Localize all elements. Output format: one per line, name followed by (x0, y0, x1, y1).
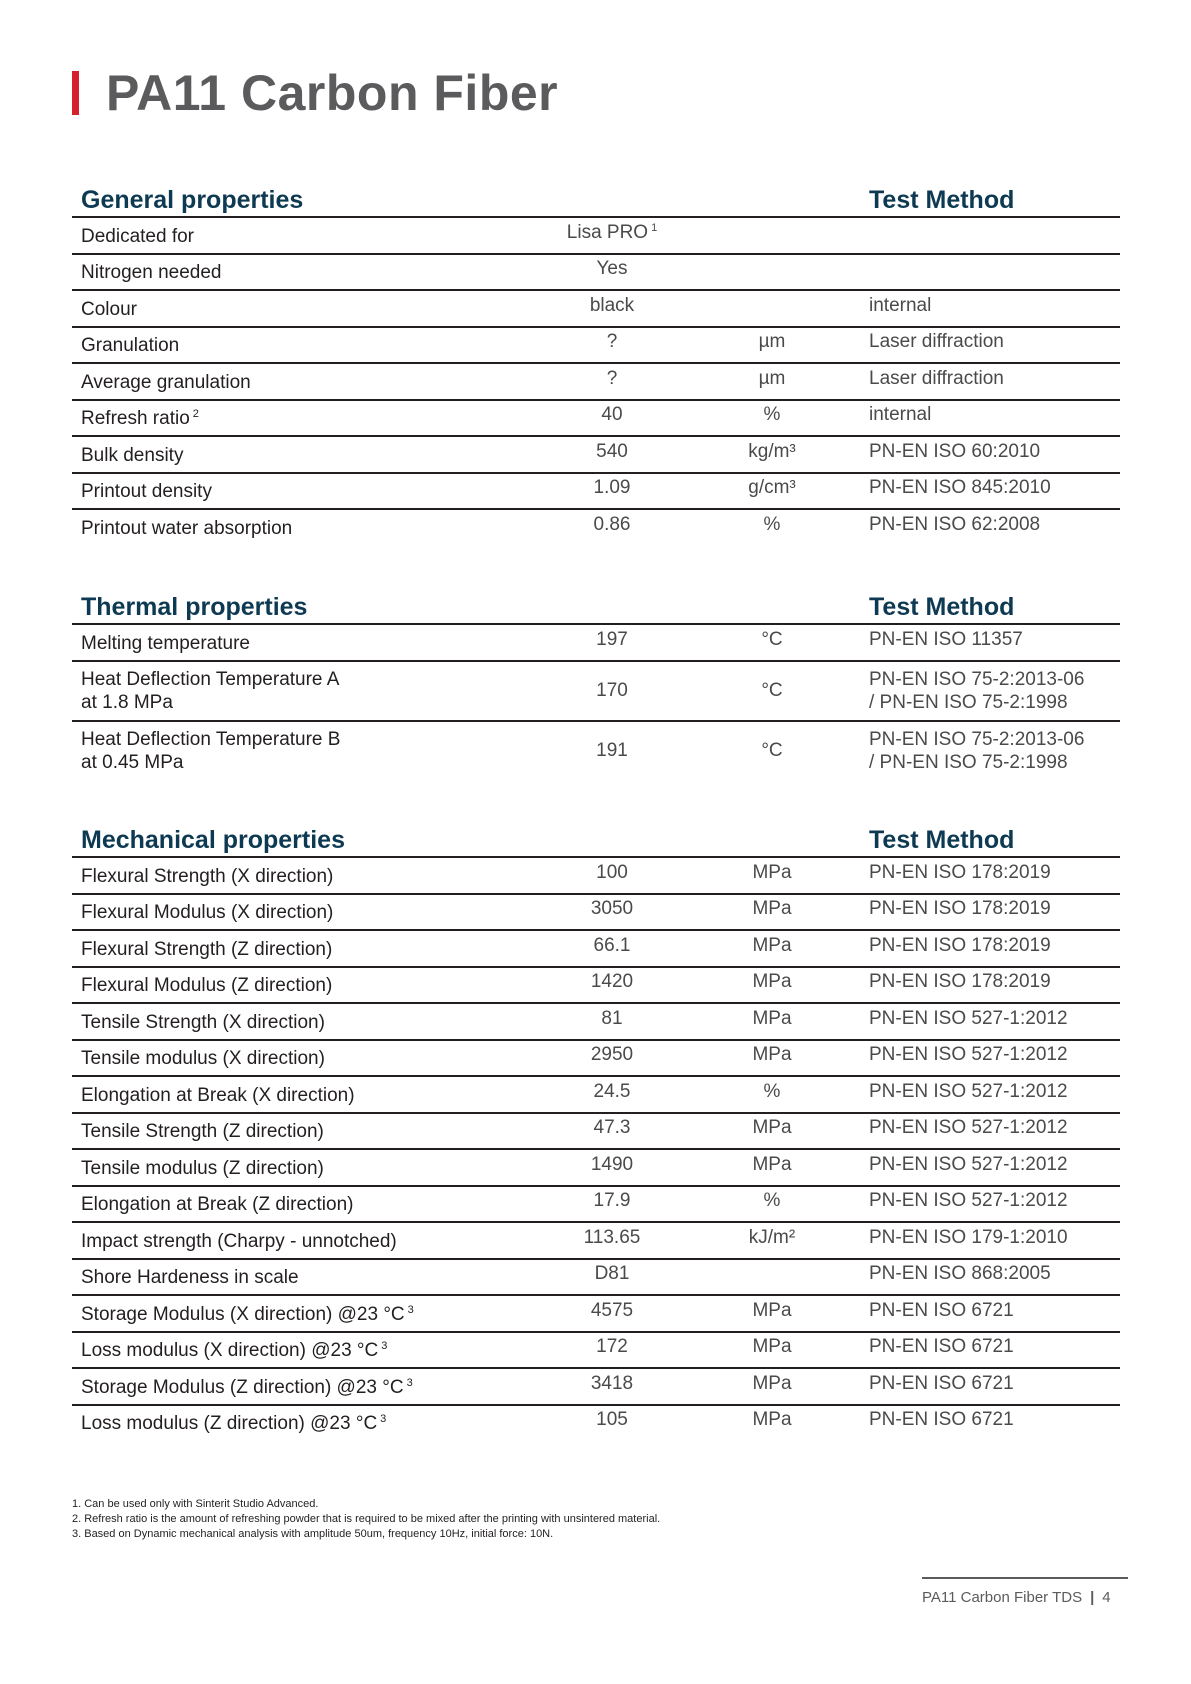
property-name: Printout density (81, 481, 212, 502)
footnote-ref: 1 (651, 221, 658, 234)
table-row (72, 1187, 1120, 1224)
property-name: Heat Deflection Temperature B at 0.45 MPa (81, 728, 341, 773)
property-name: Melting temperature (81, 632, 250, 654)
property-unit: % (763, 404, 781, 425)
property-value: 40 (601, 404, 623, 425)
table-row (72, 364, 1120, 401)
property-unit: MPa (752, 1007, 792, 1029)
property-name: Nitrogen needed (81, 262, 222, 283)
table-row (72, 968, 1120, 1005)
table-row (72, 1150, 1120, 1187)
property-value: ? (606, 331, 618, 352)
property-value: 2950 (590, 1044, 634, 1065)
property-name: Shore Hardeness in scale (81, 1267, 299, 1288)
table-row (72, 401, 1120, 438)
property-value: 191 (596, 739, 628, 761)
test-method-header: Test Method (869, 186, 1015, 214)
footnote-3: 3. Based on Dynamic mechanical analysis with amplitude 50um, frequency 10Hz, initial force: 10N. (72, 1528, 554, 1540)
property-unit: MPa (752, 934, 792, 956)
property-name: Printout water absorption (81, 517, 293, 539)
property-unit: MPa (752, 1299, 792, 1321)
test-method: PN-EN ISO 178:2019 (869, 934, 1051, 956)
test-method: PN-EN ISO 527-1:2012 (869, 1007, 1068, 1029)
test-method: PN-EN ISO 178:2019 (869, 898, 1051, 919)
property-name: Flexural Strength (Z direction) (81, 938, 333, 960)
property-unit: MPa (752, 1372, 792, 1394)
table-row (72, 1223, 1120, 1260)
property-name: Tensile modulus (Z direction) (81, 1157, 324, 1179)
test-method: PN-EN ISO 6721 (869, 1336, 1014, 1357)
test-method: PN-EN ISO 527-1:2012 (869, 1080, 1068, 1102)
property-unit: kg/m³ (748, 440, 796, 462)
test-method-header: Test Method (869, 826, 1015, 854)
footnotes (72, 1497, 660, 1542)
property-name: Storage Modulus (Z direction) @23 °C $^3$ (81, 1376, 413, 1398)
property-value: D81 (594, 1263, 630, 1284)
section-title: General properties (81, 186, 304, 214)
table-row (72, 858, 1120, 895)
section-header (72, 186, 1120, 218)
table-row (72, 1114, 1120, 1151)
property-name: Impact strength (Charpy - unnotched) (81, 1230, 397, 1252)
table-row (72, 437, 1120, 474)
property-name: Tensile Strength (Z direction) (81, 1121, 324, 1142)
footnote-ref: 3 (381, 1340, 388, 1352)
property-name: Colour (81, 298, 137, 320)
table-row (72, 722, 1120, 780)
property-name: Heat Deflection Temperature A at 1.8 MPa (81, 668, 340, 713)
table-row (72, 1004, 1120, 1041)
property-value: 17.9 (593, 1190, 631, 1211)
table-row (72, 1333, 1120, 1370)
test-method: PN-EN ISO 868:2005 (869, 1263, 1051, 1284)
property-value: 113.65 (583, 1226, 641, 1248)
property-unit: °C (761, 679, 783, 701)
property-value: 1.09 (593, 477, 631, 498)
table-row (72, 1369, 1120, 1406)
property-name: Flexural Strength (X direction) (81, 865, 334, 887)
table-row (72, 931, 1120, 968)
property-unit: µm (758, 331, 786, 352)
property-value: 24.5 (593, 1080, 631, 1102)
test-method: PN-EN ISO 179-1:2010 (869, 1226, 1068, 1248)
property-unit: MPa (752, 1409, 792, 1430)
footnote-1: 1. Can be used only with Sinterit Studio Advanced. (72, 1498, 319, 1510)
test-method: Laser diffraction (869, 367, 1004, 389)
property-name: Refresh ratio $^2$ (81, 408, 199, 429)
test-method: PN-EN ISO 527-1:2012 (869, 1117, 1068, 1138)
table-row (72, 1077, 1120, 1114)
property-value: 1490 (590, 1153, 634, 1175)
table-row (72, 255, 1120, 292)
property-name: Tensile modulus (X direction) (81, 1048, 325, 1069)
footer-separator: | (1090, 1589, 1095, 1606)
property-name: Elongation at Break (Z direction) (81, 1194, 354, 1215)
property-value: Lisa PRO $^1$ (566, 221, 658, 243)
footnote-ref: 2 (192, 408, 199, 420)
test-method-header: Test Method (869, 593, 1015, 621)
table-row (72, 328, 1120, 365)
section-header (72, 593, 1120, 625)
property-unit: MPa (752, 1117, 792, 1138)
section-header (72, 826, 1120, 858)
footnote-ref: 3 (406, 1376, 413, 1389)
property-name: Flexural Modulus (X direction) (81, 902, 334, 923)
property-unit: MPa (752, 971, 792, 992)
property-value: 81 (601, 1007, 623, 1029)
property-name: Bulk density (81, 444, 184, 466)
property-value: 172 (596, 1336, 628, 1357)
property-value: ? (606, 367, 618, 389)
page-footer (922, 1589, 1111, 1606)
test-method: PN-EN ISO 178:2019 (869, 971, 1051, 992)
property-unit: MPa (752, 1044, 792, 1065)
section-title: Mechanical properties (81, 826, 345, 854)
property-value: 170 (596, 679, 628, 701)
property-unit: °C (761, 739, 783, 761)
property-name: Storage Modulus (X direction) @23 °C $^3$ (81, 1303, 414, 1325)
mechanical-properties-table (72, 826, 1120, 1440)
property-unit: g/cm³ (748, 477, 796, 498)
test-method: PN-EN ISO 6721 (869, 1372, 1014, 1394)
property-value: 197 (596, 628, 628, 650)
table-row (72, 1260, 1120, 1297)
property-unit: % (763, 1190, 781, 1211)
property-value: 1420 (590, 971, 634, 992)
table-row (72, 1041, 1120, 1078)
test-method: PN-EN ISO 60:2010 (869, 440, 1041, 462)
table-row (72, 1296, 1120, 1333)
test-method: PN-EN ISO 527-1:2012 (869, 1044, 1068, 1065)
page-number: 4 (1102, 1589, 1111, 1606)
test-method: PN-EN ISO 11357 (869, 628, 1023, 650)
test-method: Laser diffraction (869, 331, 1004, 352)
property-name: Average granulation (81, 371, 251, 393)
property-unit: °C (761, 628, 783, 650)
table-row (72, 218, 1120, 255)
property-value: Yes (596, 258, 628, 279)
property-value: 540 (596, 440, 628, 462)
property-unit: % (763, 513, 781, 535)
table-row (72, 895, 1120, 932)
test-method: internal (869, 294, 932, 316)
property-value: 3418 (590, 1372, 634, 1394)
table-row (72, 510, 1120, 545)
page-title: PA11 Carbon Fiber (106, 65, 559, 121)
test-method: PN-EN ISO 178:2019 (869, 861, 1051, 883)
test-method: PN-EN ISO 62:2008 (869, 513, 1041, 535)
test-method: PN-EN ISO 6721 (869, 1409, 1014, 1430)
property-value: 66.1 (593, 934, 631, 956)
property-name: Loss modulus (X direction) @23 °C $^3$ (81, 1340, 388, 1361)
test-method: PN-EN ISO 75-2:2013-06 / PN-EN ISO 75-2:1998 (869, 668, 1085, 713)
property-name: Granulation (81, 335, 180, 356)
property-value: 4575 (590, 1299, 634, 1321)
property-value: 3050 (590, 898, 634, 919)
table-row (72, 1406, 1120, 1441)
test-method: PN-EN ISO 6721 (869, 1299, 1014, 1321)
property-name: Loss modulus (Z direction) @23 °C $^3$ (81, 1413, 387, 1434)
property-value: 47.3 (593, 1117, 631, 1138)
page-title-block (72, 65, 559, 121)
property-unit: kJ/m² (748, 1226, 796, 1248)
table-row (72, 291, 1120, 328)
table-row (72, 662, 1120, 722)
property-name: Tensile Strength (X direction) (81, 1011, 325, 1033)
table-row (72, 625, 1120, 662)
property-name: Flexural Modulus (Z direction) (81, 975, 333, 996)
test-method: PN-EN ISO 527-1:2012 (869, 1190, 1068, 1211)
test-method: internal (869, 404, 932, 425)
property-unit: MPa (752, 1336, 792, 1357)
footnote-ref: 3 (407, 1303, 414, 1316)
footnote-ref: 3 (380, 1413, 387, 1425)
general-properties-table (72, 186, 1120, 545)
property-name: Dedicated for (81, 225, 195, 247)
section-title: Thermal properties (81, 593, 308, 621)
footer-doc-name: PA11 Carbon Fiber TDS (922, 1589, 1083, 1606)
property-value: black (589, 294, 635, 316)
title-accent-bar (72, 71, 79, 115)
test-method: PN-EN ISO 75-2:2013-06 / PN-EN ISO 75-2:1998 (869, 728, 1085, 773)
test-method: PN-EN ISO 845:2010 (869, 477, 1051, 498)
property-unit: µm (758, 367, 786, 389)
property-value: 0.86 (593, 513, 631, 535)
property-name: Elongation at Break (X direction) (81, 1084, 355, 1106)
property-unit: MPa (752, 1153, 792, 1175)
property-unit: % (763, 1080, 781, 1102)
property-value: 105 (596, 1409, 628, 1430)
table-row (72, 474, 1120, 511)
test-method: PN-EN ISO 527-1:2012 (869, 1153, 1068, 1175)
property-value: 100 (596, 861, 628, 883)
property-unit: MPa (752, 861, 792, 883)
footer-divider (922, 1577, 1128, 1579)
footnote-2: 2. Refresh ratio is the amount of refreshing powder that is required to be mixed after the printing with unsintered material. (72, 1513, 661, 1525)
property-unit: MPa (752, 898, 792, 919)
thermal-properties-table (72, 593, 1120, 780)
